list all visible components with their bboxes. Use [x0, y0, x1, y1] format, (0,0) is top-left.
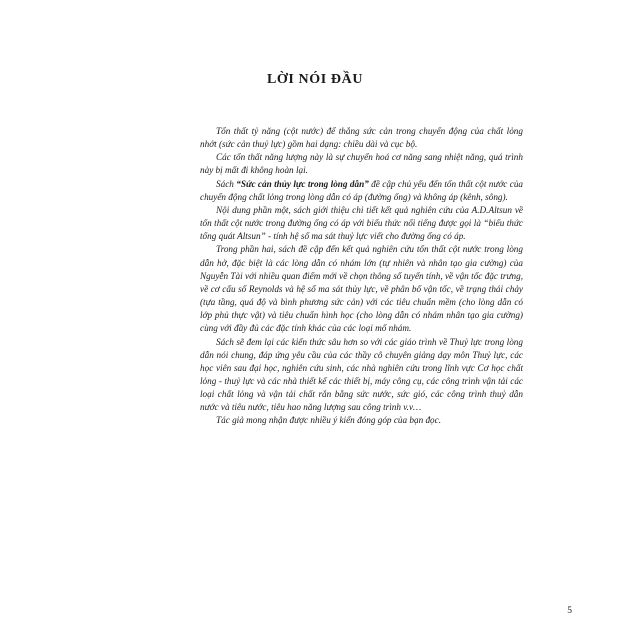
- paragraph-3-rest: đề cập chủ yếu đến tổn thất cột nước của chuyển động chất lỏng trong lòng dẫn có áp (đường ống) và không áp (kênh, sông).: [200, 178, 524, 202]
- paragraph-4: Nội dung phần một, sách giới thiệu chi tiết kết quả nghiên cứu của A.D.Altsun về tổn thất cột nước trong đường ống có áp với biểu thức nổi tiếng được gọi là “biểu thức tổng quát Altsun” - tính hệ số ma sát thuỷ lực viết cho đường ống có áp.: [200, 204, 523, 242]
- paragraph-3-lead: Sách: [216, 178, 237, 189]
- paragraph-7: Tác giả mong nhận được nhiều ý kiến đóng góp của bạn đọc.: [216, 415, 442, 426]
- paragraph-1: Tổn thất tỷ năng (cột nước) để thắng sức cản trong chuyển động của chất lỏng nhớt (sức cản thuỷ lực) gồm hai dạng: chiều dài và cục bộ.: [200, 126, 523, 150]
- page-number: 5: [567, 606, 572, 616]
- paragraph-3: [200, 178, 523, 204]
- paragraph-6: Sách sẽ đem lại các kiến thức sâu hơn so với các giáo trình về Thuỷ lực trong lòng dẫn nói chung, đáp ứng yêu cầu của các thầy cô chuyên giảng dạy môn Thuỷ lực, các học viên sau đại học, nghiên cứu sinh, các nhà nghiên cứu trong lĩnh vực Cơ học chất lỏng - thuỷ lực và các nhà thiết kế các thiết bị, máy công cụ, các công trình vận tải các loại chất lỏng và vận tải chất rắn bằng sức nước, sức gió, các công trình thuỷ dẫn nước và tiêu nước, tiêu hao năng lượng sau công trình v.v…: [200, 336, 523, 413]
- paragraph-5: Trong phần hai, sách đề cập đến kết quả nghiên cứu tổn thất cột nước trong lòng dẫn hở, đặc biệt là các lòng dẫn có nhám lớn (tự nhiên và nhân tạo gia cường) của Nguyễn Tài với nhiều quan điểm mới về chọn thông số tuyến tính, về vận tốc đặc trưng, về cơ cấu số Reynolds và hệ số ma sát thủy lực, về phân bố vận tốc, về trạng thái chảy (tựa tầng, quá độ và bình phương sức cản) với các tiêu chuẩn mềm (cho lòng dẫn có lớp phủ thực vật) và tiêu chuẩn hình học (cho lòng dẫn có nhám nhân tạo gia cường) cùng với đầy đủ các đặc tính khác của các loại mố nhám.: [200, 244, 523, 334]
- book-title: “Sức cản thủy lực trong lòng dẫn”: [236, 178, 369, 189]
- paragraph-2: Các tổn thất năng lượng này là sự chuyển hoá cơ năng sang nhiệt năng, quá trình này bị mất đi không hoàn lại.: [200, 152, 523, 176]
- preface-body: [200, 125, 523, 428]
- page-title: LỜI NÓI ĐẦU: [266, 72, 364, 87]
